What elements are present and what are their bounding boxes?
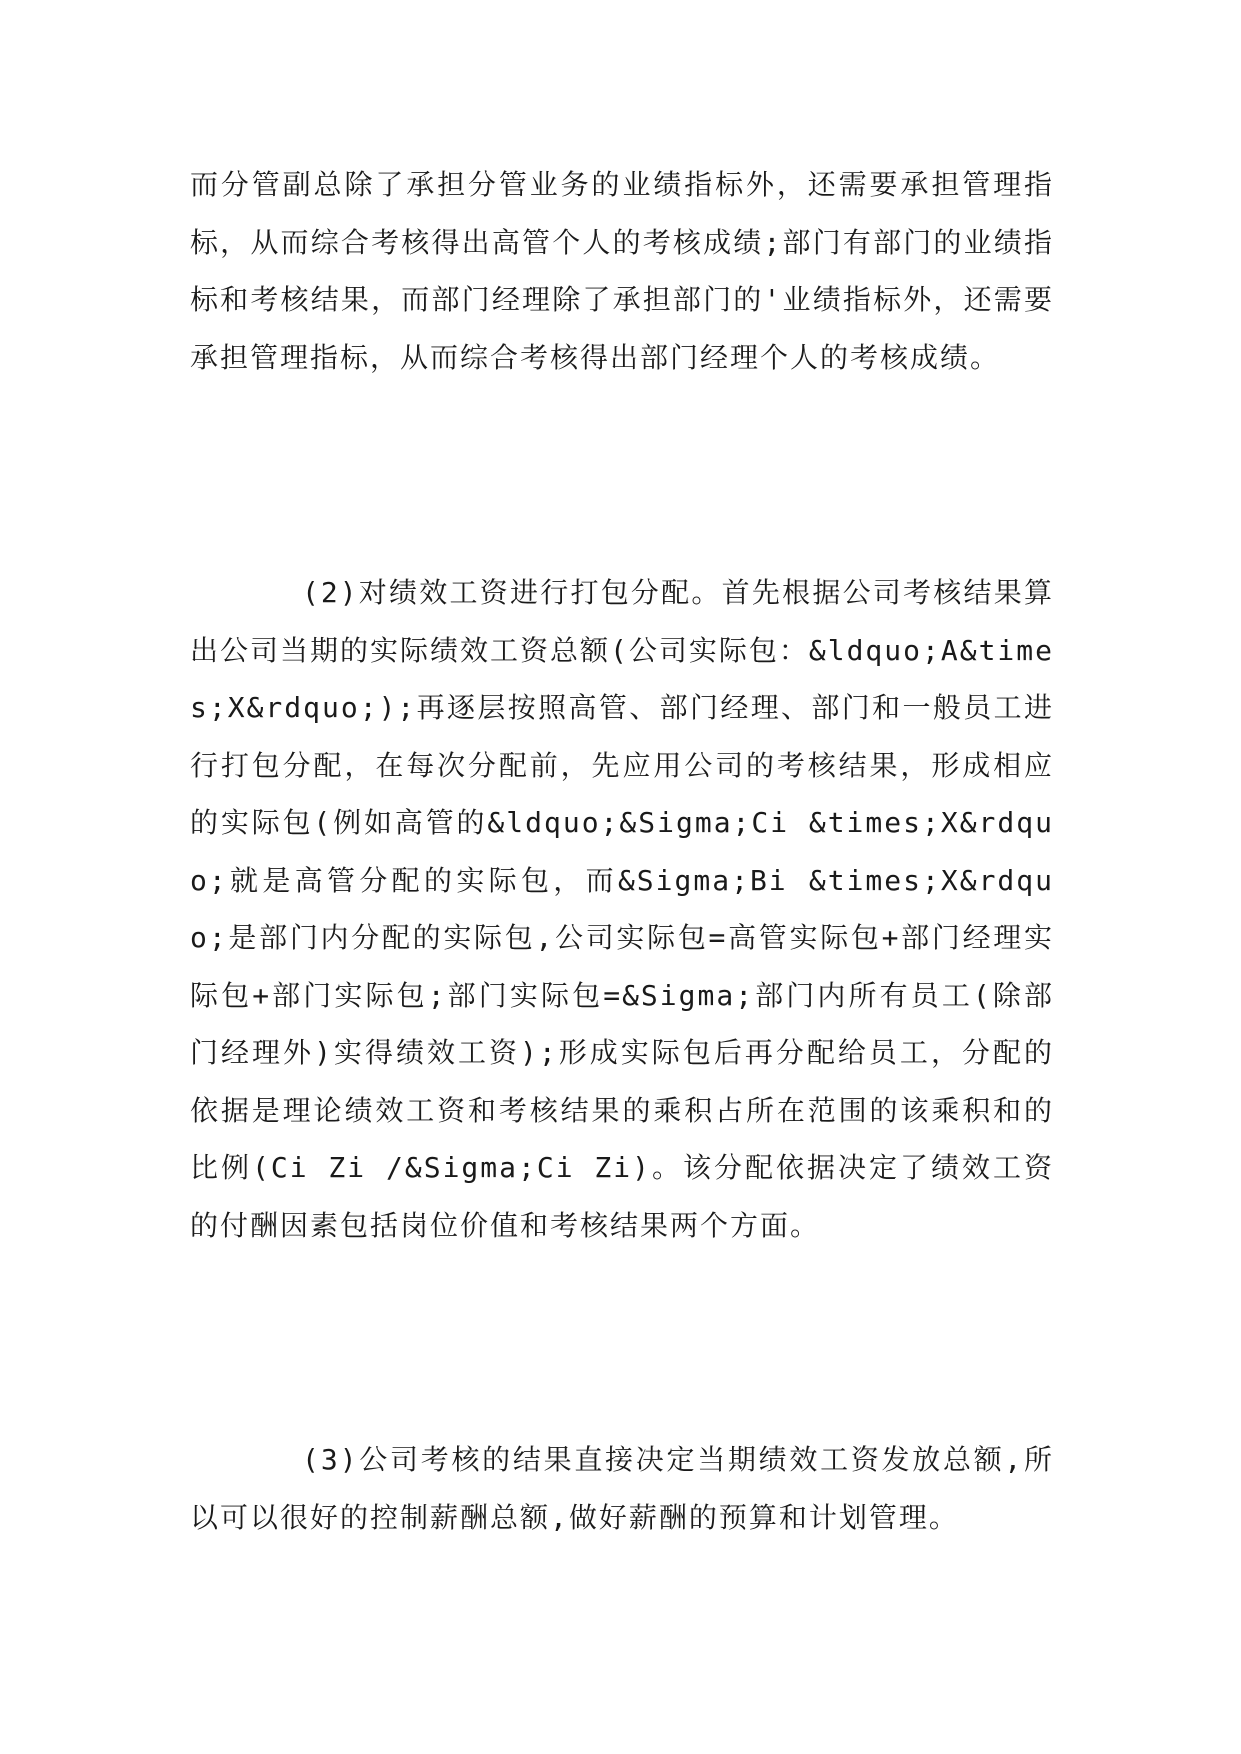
paragraph-1: 而分管副总除了承担分管业务的业绩指标外，还需要承担管理指标，从而综合考核得出高管个人的考核成绩;部门有部门的业绩指标和考核结果，而部门经理除了承担部门的'业绩指标外，还需要承担管理指标，从而综合考核得出部门经理个人的考核成绩。 <box>190 168 1054 374</box>
paragraph-3: (3)公司考核的结果直接决定当期绩效工资发放总额,所以可以很好的控制薪酬总额,做好薪酬的预算和计划管理。 <box>190 1443 1054 1534</box>
paragraph-2: (2)对绩效工资进行打包分配。首先根据公司考核结果算出公司当期的实际绩效工资总额(公司实际包：&ldquo;A&times;X&rdquo;);再逐层按照高管、部门经理、部门和一般员工进行打包分配，在每次分配前，先应用公司的考核结果，形成相应的实际包(例如高管的&ldquo;&Sigma;Ci &times;X&rdquo;就是高管分配的实际包，而&Sigma;Bi &times;X&rdquo;是部门内分配的实际包,公司实际包=高管实际包+部门经理实际包+部门实际包;部门实际包=&Sigma;部门内所有员工(除部门经理外)实得绩效工资);形成实际包后再分配给员工，分配的依据是理论绩效工资和考核结果的乘积占所在范围的该乘积和的比例(Ci Zi /&Sigma;Ci Zi)。该分配依据决定了绩效工资的付酬因素包括岗位价值和考核结果两个方面。 <box>190 576 1055 1242</box>
